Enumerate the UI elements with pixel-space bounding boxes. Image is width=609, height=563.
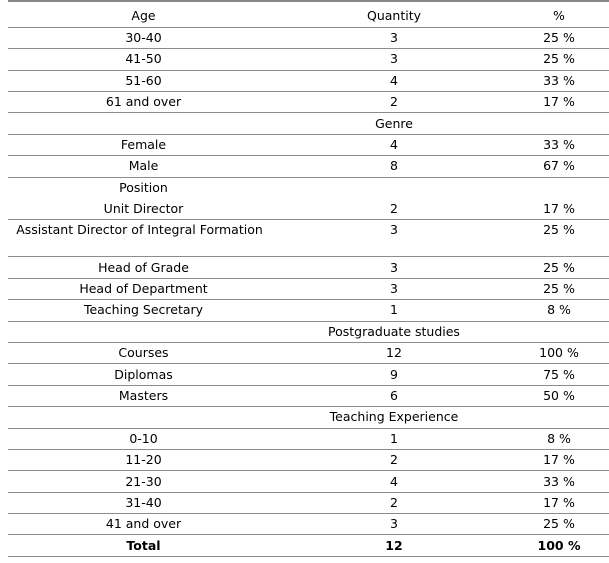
row-percent: 33 % (509, 134, 609, 155)
row-label: 0-10 (8, 428, 279, 449)
row-label: Unit Director (8, 199, 279, 220)
row-label: Teaching Secretary (8, 300, 279, 321)
section-spacer (8, 407, 279, 428)
section-spacer (279, 177, 509, 198)
row-label: 11-20 (8, 449, 279, 470)
section-title: Postgraduate studies (279, 321, 509, 342)
row-percent: 17 % (509, 199, 609, 220)
table-row (8, 199, 609, 220)
row-percent: 50 % (509, 385, 609, 406)
row-quantity: 1 (279, 300, 509, 321)
table-row (8, 156, 609, 177)
row-percent: 67 % (509, 156, 609, 177)
row-quantity: 2 (279, 199, 509, 220)
row-quantity: 3 (279, 278, 509, 299)
row-percent: 17 % (509, 492, 609, 513)
row-quantity: 3 (279, 27, 509, 48)
section-title: Teaching Experience (279, 407, 509, 428)
row-percent: 25 % (509, 27, 609, 48)
demographics-table (8, 6, 609, 557)
section-spacer (509, 177, 609, 198)
table-row (8, 70, 609, 91)
row-percent: 33 % (509, 70, 609, 91)
row-label: Head of Grade (8, 257, 279, 278)
section-spacer (8, 321, 279, 342)
row-label: 41 and over (8, 514, 279, 535)
total-quantity: 12 (279, 535, 509, 556)
row-label: Diplomas (8, 364, 279, 385)
row-quantity: 4 (279, 471, 509, 492)
row-quantity: 3 (279, 514, 509, 535)
row-label: Masters (8, 385, 279, 406)
section-title: Genre (279, 113, 509, 134)
row-percent: 100 % (509, 342, 609, 363)
row-percent: 17 % (509, 449, 609, 470)
row-label: 51-60 (8, 70, 279, 91)
section-spacer (509, 113, 609, 134)
row-quantity: 3 (279, 257, 509, 278)
section-spacer (509, 407, 609, 428)
row-percent: 25 % (509, 514, 609, 535)
row-quantity: 9 (279, 364, 509, 385)
row-quantity: 3 (279, 49, 509, 70)
row-label: 21-30 (8, 471, 279, 492)
table-row (8, 257, 609, 278)
row-label (8, 220, 279, 257)
table-row (8, 492, 609, 513)
row-label: Head of Department (8, 278, 279, 299)
table-row (8, 471, 609, 492)
row-quantity: 4 (279, 134, 509, 155)
row-quantity: 2 (279, 449, 509, 470)
total-label: Total (8, 535, 279, 556)
row-label: Female (8, 134, 279, 155)
row-percent: 17 % (509, 92, 609, 113)
row-percent: 8 % (509, 300, 609, 321)
row-percent: 25 % (509, 220, 609, 257)
row-label: 31-40 (8, 492, 279, 513)
table-row (8, 385, 609, 406)
row-percent: 75 % (509, 364, 609, 385)
row-quantity: 12 (279, 342, 509, 363)
row-quantity: 3 (279, 220, 509, 257)
row-label: 30-40 (8, 27, 279, 48)
table-row (8, 364, 609, 385)
table-row (8, 92, 609, 113)
row-label: Male (8, 156, 279, 177)
row-percent: 25 % (509, 278, 609, 299)
table-row (8, 49, 609, 70)
row-quantity: 4 (279, 70, 509, 91)
table-top-edge (8, 0, 609, 2)
table-row (8, 300, 609, 321)
section-title: Position (119, 180, 168, 196)
section-spacer (509, 321, 609, 342)
row-quantity: 2 (279, 92, 509, 113)
row-quantity: 6 (279, 385, 509, 406)
row-label: 41-50 (8, 49, 279, 70)
section-header-row (8, 113, 609, 134)
header-percent: % (509, 6, 609, 27)
row-quantity: 1 (279, 428, 509, 449)
row-percent: 8 % (509, 428, 609, 449)
section-spacer (8, 113, 279, 134)
table-row (8, 134, 609, 155)
total-row (8, 535, 609, 556)
section-header-row (8, 407, 609, 428)
section-header-row (8, 321, 609, 342)
row-percent: 25 % (509, 49, 609, 70)
header-row (8, 6, 609, 27)
row-label: 61 and over (8, 92, 279, 113)
section-header-row (8, 177, 609, 198)
row-quantity: 2 (279, 492, 509, 513)
table-row (8, 278, 609, 299)
table-row (8, 342, 609, 363)
table-row (8, 220, 609, 257)
row-label-text: Assistant Director of Integral Formation (16, 222, 263, 238)
header-quantity: Quantity (279, 6, 509, 27)
table-row (8, 27, 609, 48)
total-percent: 100 % (509, 535, 609, 556)
table-row (8, 514, 609, 535)
row-quantity: 8 (279, 156, 509, 177)
table-row (8, 449, 609, 470)
row-label: Courses (8, 342, 279, 363)
row-percent: 33 % (509, 471, 609, 492)
header-age: Age (8, 6, 279, 27)
table-row (8, 428, 609, 449)
row-percent: 25 % (509, 257, 609, 278)
